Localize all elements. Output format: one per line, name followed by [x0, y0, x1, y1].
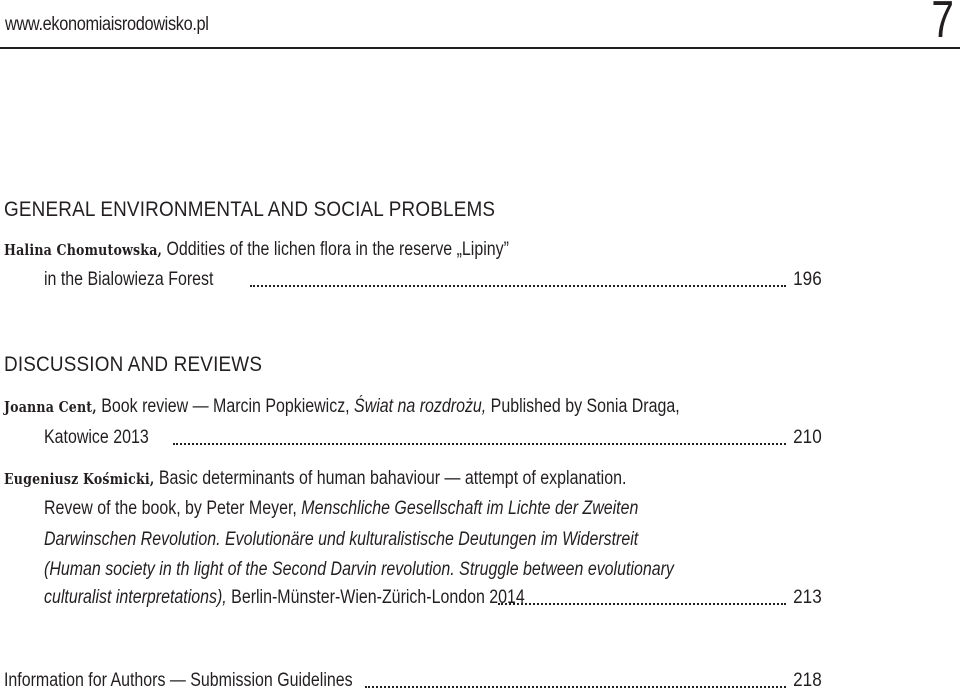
page-number: 7	[931, 0, 954, 49]
entry-title-italic: culturalist interpretations),	[44, 587, 227, 608]
toc-entry-cent-line1[interactable]	[4, 394, 680, 420]
header-rule	[0, 47, 960, 49]
toc-entry-kosmicki-line2	[44, 496, 638, 521]
author-name: Halina Chomutowska,	[4, 241, 163, 259]
author-name: Eugeniusz Kośmicki,	[4, 470, 155, 488]
toc-entry-kosmicki-line5[interactable]	[44, 585, 822, 610]
entry-title: Book review — Marcin Popkiewicz,	[101, 396, 350, 417]
entry-title-italic: Menschliche Gesellschaft im Lichte der Zweiten	[301, 498, 639, 519]
section-heading-discussion: DISCUSSION AND REVIEWS	[4, 353, 263, 376]
toc-entry-chomutowska-line2[interactable]	[44, 267, 822, 292]
toc-entry-kosmicki-line1[interactable]	[4, 466, 626, 492]
toc-entry-kosmicki-line3	[44, 527, 638, 552]
entry-page-number: 213	[793, 587, 822, 608]
toc-entry-information-for-authors[interactable]	[4, 668, 822, 693]
entry-page-number: 196	[793, 269, 822, 290]
toc-entry-cent-line2[interactable]	[44, 425, 822, 450]
toc-entry-chomutowska-line1[interactable]	[4, 237, 509, 263]
dot-leader	[498, 603, 786, 605]
entry-title-continued: Katowice 2013	[44, 427, 149, 448]
section-heading-general: GENERAL ENVIRONMENTAL AND SOCIAL PROBLEMS	[4, 198, 496, 221]
author-name: Joanna Cent,	[4, 398, 97, 416]
entry-title: Basic determinants of human bahaviour — attempt of explanation.	[158, 468, 627, 489]
entry-title-continued: in the Bialowieza Forest	[44, 269, 214, 290]
entry-title-italic: Darwinschen Revolution. Evolutionäre und kulturalistische Deutungen im Widerstreit	[44, 529, 639, 550]
entry-title-italic: Świat na rozdrożu,	[354, 396, 487, 417]
entry-title: Oddities of the lichen flora in the reserve „Lipiny”	[166, 239, 509, 260]
entry-title-publisher: Published by Sonia Draga,	[490, 396, 680, 417]
entry-title-italic: (Human society in th light of the Second Darvin revolution. Struggle between evolutionary	[44, 559, 674, 580]
dot-leader	[173, 443, 787, 445]
entry-title-continued: Revew of the book, by Peter Meyer,	[44, 498, 297, 519]
dot-leader	[250, 285, 787, 287]
entry-page-number: 210	[793, 427, 822, 448]
header-url[interactable]: www.ekonomiaisrodowisko.pl	[5, 14, 209, 35]
toc-entry-kosmicki-line4	[44, 557, 674, 582]
entry-title: Information for Authors — Submission Guidelines	[4, 670, 353, 691]
entry-page-number: 218	[793, 670, 822, 691]
entry-title-continued	[44, 585, 525, 610]
entry-title-location: Berlin-Münster-Wien-Zürich-London 2014	[231, 587, 525, 608]
